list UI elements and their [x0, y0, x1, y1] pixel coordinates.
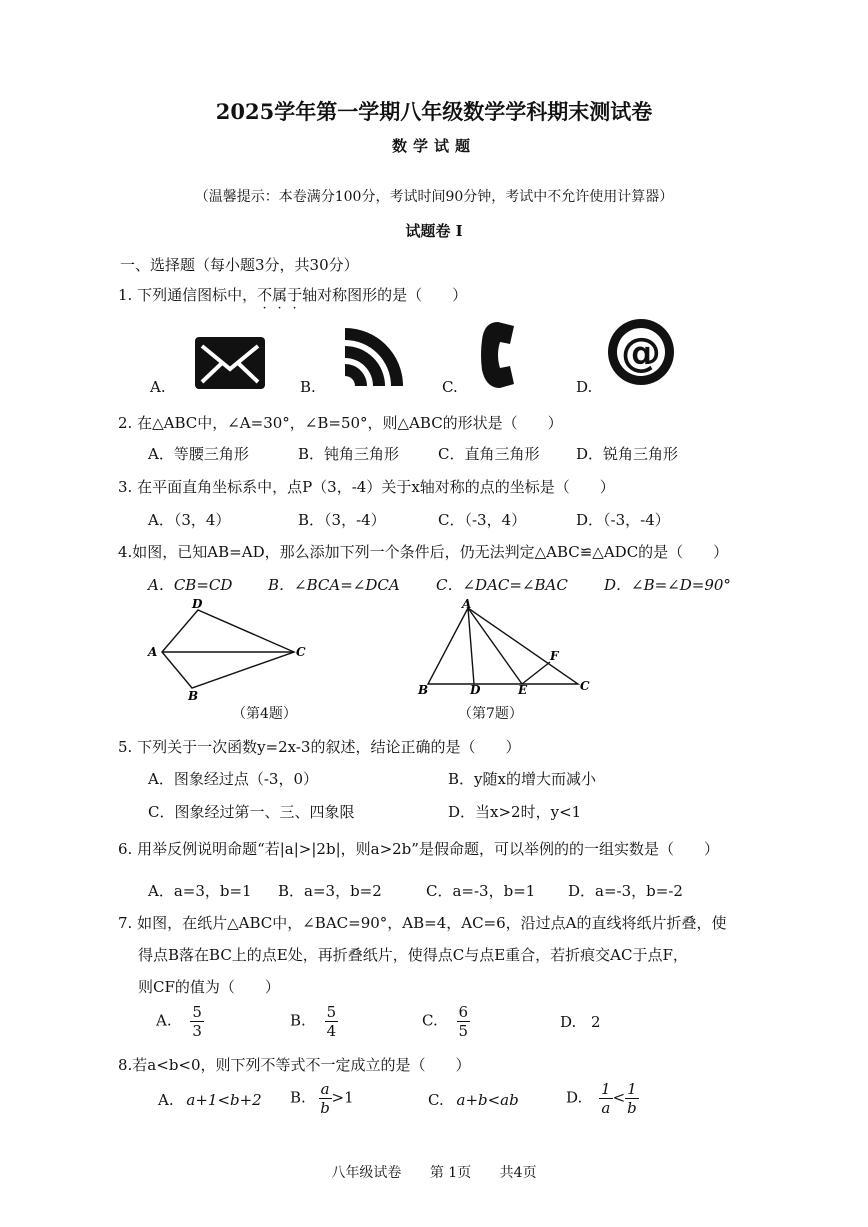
figure-7: [410, 598, 600, 702]
q4-option-b[interactable]: B．∠BCA=∠DCA: [268, 576, 400, 594]
q6-option-d[interactable]: D．a=-3，b=-2: [568, 882, 683, 900]
q8-option-c-label: C.: [428, 1091, 444, 1109]
q3-option-b[interactable]: B．（3，-4）: [298, 511, 386, 529]
q8-option-d-fraction-1: [599, 1080, 613, 1117]
q8-option-a-text: a+1<b+2: [186, 1091, 262, 1109]
q8-option-c[interactable]: [428, 1091, 519, 1109]
question-7-line-3: 则CF的值为（ ）: [138, 978, 280, 996]
footer-page: 第 1页: [429, 1165, 472, 1181]
q7-option-b[interactable]: [290, 1003, 338, 1040]
envelope-icon: [195, 337, 265, 393]
q7-option-d-label: D.: [560, 1013, 577, 1031]
question-8-stem: 8.若a<b<0，则下列不等式不一定成立的是（ ）: [118, 1056, 471, 1074]
q8-d-numerator-2: 1: [627, 1080, 637, 1098]
question-6-stem: 6. 用举反例说明命题“若|a|>|2b|，则a>2b”是假命题，可以举例的的一组实数是（ ）: [118, 840, 719, 858]
question-1-stem-post: 轴对称图形的是（ ）: [302, 286, 468, 304]
q8-b-numerator: a: [320, 1080, 330, 1098]
q7-a-numerator: 5: [192, 1003, 202, 1021]
signal-arcs-icon: [345, 328, 407, 390]
page-footer: [0, 1162, 868, 1182]
fig4-label-d: D: [192, 598, 203, 611]
q1-option-c-label[interactable]: C.: [442, 378, 458, 396]
question-4-stem: 4.如图，已知AB=AD，那么添加下列一个条件后，仍无法判定△ABC≌△ADC的是（ ）: [118, 543, 729, 561]
figure-4: [140, 598, 320, 712]
q7-option-b-fraction: [325, 1003, 339, 1040]
q7-option-d-value: 2: [591, 1013, 601, 1031]
question-3-stem: 3. 在平面直角坐标系中，点P（3，-4）关于x轴对称的点的坐标是（ ）: [118, 478, 615, 496]
q7-b-numerator: 5: [326, 1003, 337, 1021]
q7-c-numerator: 6: [458, 1003, 469, 1021]
q8-option-d-fraction-2: [625, 1080, 639, 1117]
q1-option-d-label[interactable]: D.: [576, 378, 593, 396]
fig4-label-a: A: [148, 645, 158, 659]
q5-option-a[interactable]: A．图象经过点（-3，0）: [148, 770, 318, 788]
q8-d-operator: <: [612, 1088, 626, 1107]
fig7-label-d: D: [470, 683, 481, 697]
fig7-label-e: E: [518, 683, 528, 697]
q1-option-a-label[interactable]: A.: [150, 378, 166, 396]
q8-option-c-text: a+b<ab: [456, 1091, 519, 1109]
question-2-stem: 2. 在△ABC中，∠A=30°，∠B=50°，则△ABC的形状是（ ）: [118, 414, 563, 432]
question-5-stem: 5. 下列关于一次函数y=2x-3的叙述，结论正确的是（ ）: [118, 738, 521, 756]
q8-option-b[interactable]: [290, 1080, 354, 1117]
q3-option-d[interactable]: D．（-3，-4）: [576, 511, 670, 529]
q7-option-c-label: C.: [422, 1011, 438, 1030]
q7-option-c[interactable]: [422, 1003, 470, 1040]
question-7-line-2: 得点B落在BC上的点E处，再折叠纸片，使得点C与点E重合，若折痕交AC于点F，: [138, 946, 688, 964]
figure-4-caption: （第4题）: [232, 706, 297, 722]
q7-option-a-label: A.: [156, 1011, 172, 1030]
q8-b-denominator: b: [320, 1099, 330, 1117]
q8-option-b-fraction: [319, 1080, 332, 1117]
footer-left: 八年级试卷: [331, 1165, 402, 1181]
q8-d-numerator-1: 1: [601, 1080, 611, 1098]
fig7-label-c: C: [580, 679, 590, 693]
question-1-stem-pre: 1. 下列通信图标中，: [118, 286, 258, 304]
q7-option-d[interactable]: [560, 1013, 601, 1031]
section-heading: 一、选择题（每小题3分，共30分）: [120, 256, 359, 274]
exam-title: 2025学年第一学期八年级数学学科期末测试卷: [215, 99, 653, 124]
q7-option-c-fraction: [457, 1003, 471, 1040]
q8-b-rest: >1: [331, 1088, 354, 1107]
svg-text:@: @: [621, 330, 661, 376]
q2-option-a[interactable]: A．等腰三角形: [148, 445, 249, 463]
q2-option-c[interactable]: C．直角三角形: [438, 445, 540, 463]
q8-d-denominator-1: a: [601, 1099, 611, 1117]
q8-d-denominator-2: b: [627, 1099, 637, 1117]
footer-total: 共4页: [499, 1165, 537, 1181]
q8-option-a-label: A.: [158, 1091, 174, 1109]
q7-option-b-label: B.: [290, 1011, 306, 1030]
question-7-line-1: 7. 如图，在纸片△ABC中，∠BAC=90°，AB=4，AC=6，沿过点A的直线将纸片折叠，使: [118, 914, 727, 932]
question-1-stem: [118, 284, 467, 305]
q2-option-b[interactable]: B．钝角三角形: [298, 445, 400, 463]
question-1-emphasis: 不属于: [257, 286, 303, 304]
fig4-label-b: B: [188, 689, 199, 703]
q2-option-d[interactable]: D．锐角三角形: [576, 445, 679, 463]
fig7-label-a: A: [462, 598, 472, 611]
phone-handset-icon: [478, 320, 520, 394]
q3-option-a[interactable]: A．（3，4）: [148, 511, 231, 529]
q4-option-c[interactable]: C．∠DAC=∠BAC: [436, 576, 568, 594]
q4-option-d[interactable]: D．∠B=∠D=90°: [604, 576, 731, 594]
paper-label: 试题卷 I: [405, 222, 463, 240]
at-sign-icon: [607, 318, 675, 390]
q7-c-denominator: 5: [458, 1022, 469, 1040]
q8-option-d[interactable]: [566, 1080, 639, 1117]
exam-subtitle: 数学试题: [391, 137, 476, 155]
fig7-label-b: B: [418, 683, 429, 697]
q7-a-denominator: 3: [192, 1022, 202, 1040]
q5-option-b[interactable]: B．y随x的增大而减小: [448, 770, 596, 788]
figure-7-caption: （第7题）: [458, 706, 523, 722]
fig7-label-f: F: [550, 649, 559, 663]
q3-option-c[interactable]: C．（-3，4）: [438, 511, 527, 529]
q5-option-c[interactable]: C．图象经过第一、三、四象限: [148, 803, 355, 821]
q6-option-a[interactable]: A．a=3，b=1: [148, 882, 252, 900]
q8-option-d-label: D.: [566, 1088, 583, 1107]
q1-option-b-label[interactable]: B.: [300, 378, 316, 396]
q6-option-b[interactable]: B．a=3，b=2: [278, 882, 382, 900]
q8-option-b-label: B.: [290, 1088, 306, 1107]
q4-option-a[interactable]: A．CB=CD: [148, 576, 233, 594]
q7-b-denominator: 4: [326, 1022, 337, 1040]
q7-option-a[interactable]: [156, 1003, 204, 1040]
fig4-label-c: C: [296, 645, 306, 659]
q8-option-a[interactable]: [158, 1091, 262, 1109]
q6-option-c[interactable]: C．a=-3，b=1: [426, 882, 536, 900]
q7-option-a-fraction: [190, 1003, 204, 1040]
q5-option-d[interactable]: D．当x>2时，y<1: [448, 803, 582, 821]
exam-tip: （温馨提示：本卷满分100分，考试时间90分钟，考试中不允许使用计算器）: [194, 189, 674, 205]
